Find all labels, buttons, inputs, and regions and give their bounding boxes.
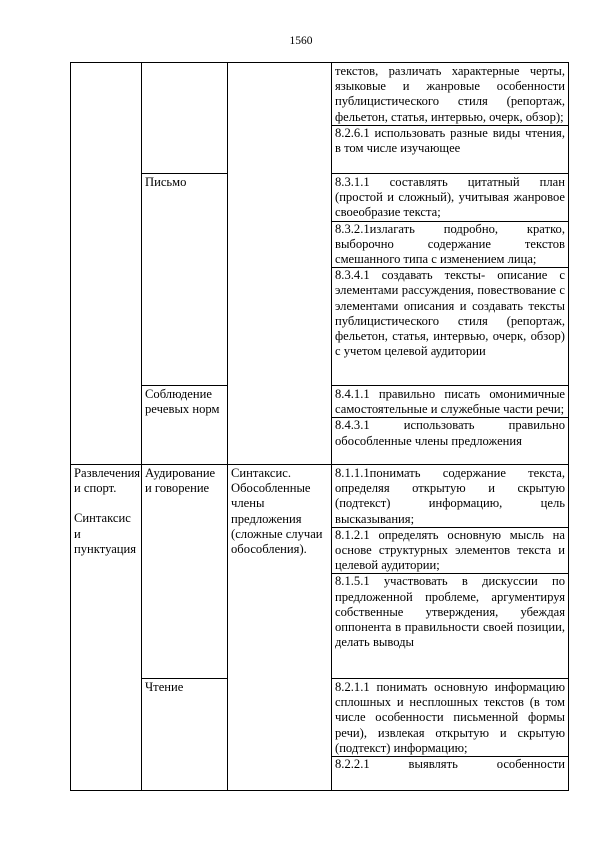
section-label: Синтаксис и пунктуация: [74, 511, 137, 556]
goals-cell: [332, 63, 569, 174]
goal-item: 8.2.1.1 понимать основную информацию сплошных и несплошных текстов (в том числе особенности письменной формы речи), извлекая открытую и скрытую (подтекст) информацию;: [335, 680, 565, 755]
goals-cell: [332, 386, 569, 465]
topic-cell-empty: [228, 63, 332, 465]
skill-label: Письмо: [145, 175, 187, 189]
goal-item: 8.4.1.1 правильно писать омонимичные самостоятельные и служебные части речи;: [335, 387, 565, 417]
skill-cell-empty: [142, 63, 228, 174]
goals-cell: [332, 679, 569, 791]
goal-item: 8.2.6.1 использовать разные виды чтения, в том числе изучающее: [332, 125, 568, 156]
goal-item: текстов, различать характерные черты, языковые и жанровые особенности публицистического стиля (репортаж, фельетон, статья, интервью, очерк, обзор);: [335, 64, 565, 124]
skill-cell: [142, 465, 228, 679]
table-row: [71, 63, 569, 174]
skill-cell: [142, 679, 228, 791]
skill-label: Аудирование и говорение: [145, 466, 216, 496]
theme-cell-empty: [71, 63, 142, 465]
topic-cell: [228, 465, 332, 791]
goal-item: 8.2.2.1 выявлять особенности: [332, 756, 568, 772]
skill-label: Чтение: [145, 680, 184, 694]
table-row: [71, 465, 569, 679]
skill-cell: [142, 174, 228, 386]
goal-item: 8.3.4.1 создавать тексты- описание с элементами рассуждения, повествование с элементами описания и создавать тексты публицистического стиля (репортаж, фельетон, статья, интервью, очерк, обзор) с учетом целевой аудитории: [332, 267, 568, 359]
skill-cell: [142, 386, 228, 465]
goal-item: 8.1.5.1 участвовать в дискуссии по предложенной проблеме, аргументируя собственные утверждения, убеждая оппонента в правильности своей позиции, делать выводы: [332, 573, 568, 650]
skill-label: Соблюдение речевых норм: [145, 387, 220, 417]
theme-label: Развлечения и спорт.: [74, 466, 141, 496]
goal-item: 8.1.2.1 определять основную мысль на основе структурных элементов текста и целевой аудитории;: [332, 527, 568, 574]
goal-item: 8.3.1.1 составлять цитатный план (простой и сложный), учитывая жанровое своеобразие текста;: [335, 175, 565, 220]
goals-cell: [332, 174, 569, 386]
theme-cell: [71, 465, 142, 791]
goal-item: 8.1.1.1понимать содержание текста, определяя открытую и скрытую (подтекст) информацию, цель высказывания;: [335, 466, 565, 526]
curriculum-table: [70, 62, 569, 791]
page-number: 1560: [289, 35, 313, 47]
goal-item: 8.4.3.1 использовать правильно обособленные члены предложения: [332, 417, 568, 448]
goal-item: 8.3.2.1излагать подробно, кратко, выборочно содержание текстов смешанного типа с изменением лица;: [332, 221, 568, 268]
topic-label: Синтаксис. Обособленные члены предложения (сложные случаи обособления).: [231, 466, 323, 557]
goals-cell: [332, 465, 569, 679]
